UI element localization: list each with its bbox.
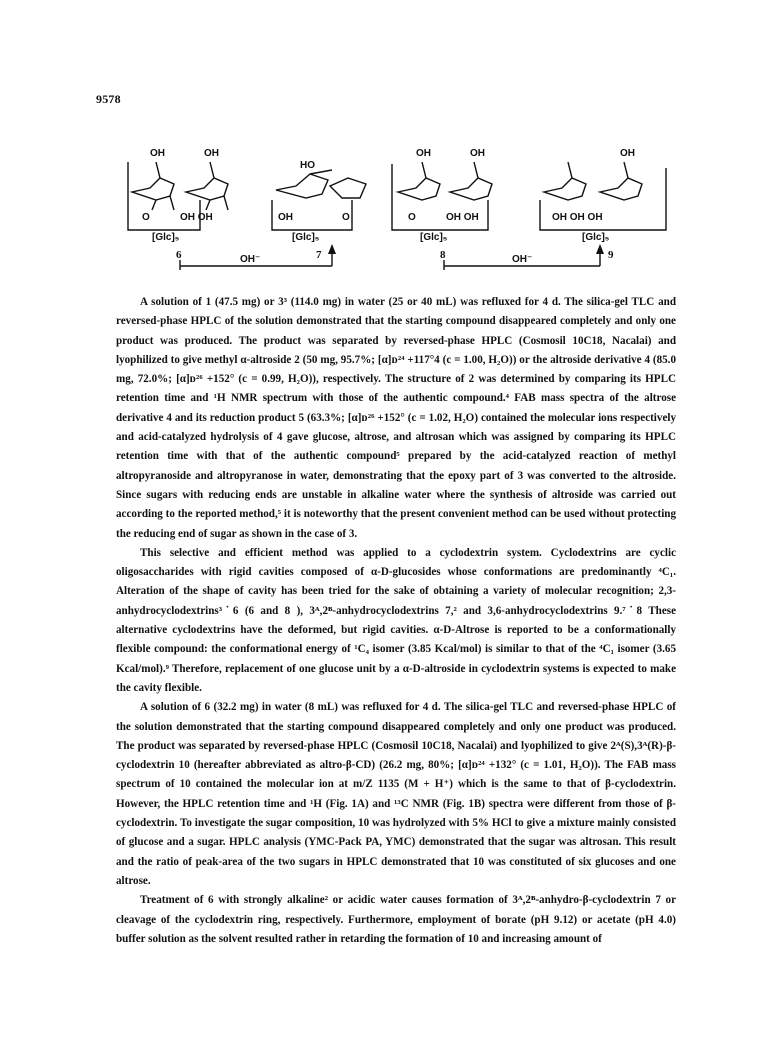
ring-8b xyxy=(450,178,492,200)
ring-9a xyxy=(544,178,586,200)
scheme-glc: [Glc]₅ xyxy=(152,232,180,243)
paragraph: A solution of 1 (47.5 mg) or 3³ (114.0 mg) in water (25 or 40 mL) was refluxed for 4 d. The silica-gel TLC and reversed-phase HPLC of the solution demonstrated that the starting compound disappeared completely and only one product was produced. The product was separated by reversed-phase HPLC (Cosmosil 10C18, Nacalai) and lyophilized to give methyl α-altroside 2 (50 mg, 95.7%; [α]ᴅ²⁴ +117°4 (c = 1.00, H₂O)) or the altroside derivative 4 (85.0 mg, 72.0%; [α]ᴅ²⁶ +152° (c = 0.99, H₂O)), respectively. The structure of 2 was determined by comparing its HPLC retention time and ¹H NMR spectrum with those of the authentic compound.⁴ FAB mass spectra of the altrose derivative 4 and its reduction product 5 (63.3%; [α]ᴅ²⁶ +152° (c = 1.02, H₂O) contained the molecular ions respectively and acid-catalyzed hydrolysis of 4 gave glucose, altrose, and altrosan which was assigned by comparing its HPLC retention time with that of the authentic compound⁵ prepared by the acid-catalyzed reaction of methyl altropyranoside and altropyranose in water, demonstrating that the epoxy part of 3 was converted to the altroside. Since sugars with reducing ends are unstable in alkaline water where the synthesis of altroside was carried out according to the reported method,⁵ it is noteworthy that the present convenient method can be used without protecting the reducing end of sugar as shown in the case of 3. xyxy=(116,296,676,540)
scheme-o: O xyxy=(342,212,350,223)
scheme-oh-oh: OH OH xyxy=(180,212,213,223)
scheme-glc: [Glc]₅ xyxy=(582,232,610,243)
compound-number: 7 xyxy=(316,249,322,261)
scheme-drawing xyxy=(120,140,680,280)
chemical-scheme xyxy=(120,140,680,280)
paragraph: Treatment of 6 with strongly alkaline² or acidic water causes formation of 3ᴬ,2ᴮ-anhydro-β-cyclodextrin 7 or cleavage of the cyclodextrin ring, respectively. Furthermore, employment of borate (pH 9.12) or acetate (pH 4.0) buffer solution as the solvent resulted rather in retarding the formation of 10 and increasing amount of xyxy=(116,894,676,945)
page-number: 9578 xyxy=(96,92,121,106)
scheme-oh-oh: OH OH xyxy=(446,212,479,223)
scheme-oh: OH xyxy=(278,212,293,223)
scheme-oh: OH xyxy=(204,148,219,159)
compound-number: 9 xyxy=(608,249,614,261)
ring-6b xyxy=(186,178,228,200)
scheme-oh: OH xyxy=(150,148,165,159)
ring-7a xyxy=(276,174,328,198)
hydroxide-label: OH⁻ xyxy=(512,254,533,265)
scheme-glc: [Glc]₅ xyxy=(420,232,448,243)
scheme-oh: OH xyxy=(620,148,635,159)
ring-6a xyxy=(132,178,174,200)
compound-number: 6 xyxy=(176,249,182,261)
paragraph: This selective and efficient method was applied to a cyclodextrin system. Cyclodextrins are cyclic oligosaccharides with rigid cavities composed of α-D-glucosides whose conformations are predominantly ⁴C₁. Alteration of the shape of cavity has been tried for the sake of obtaining a variety of molecular recognition; 2,3-anhydrocyclodextrins³˙6 (6 and 8 ), 3ᴬ,2ᴮ-anhydrocyclodextrins 7,² and 3,6-anhydrocyclodextrins 9.⁷˙8 These alternative cyclodextrins have the deformed, but rigid cavities. α-D-Altrose is reported to be a conformationally flexible compound: the conformational energy of ¹C₄ isomer (3.85 Kcal/mol) is similar to that of the ⁴C₁ isomer (3.65 Kcal/mol).⁹ Therefore, replacement of one glucose unit by a α-D-altroside in cyclodextrin systems is expected to make the cavity flexible. xyxy=(116,546,676,694)
ring-7b xyxy=(330,178,366,198)
compound-number: 8 xyxy=(440,249,446,261)
paragraph: A solution of 6 (32.2 mg) in water (8 mL) was refluxed for 4 d. The silica-gel TLC and reversed-phase HPLC of the solution demonstrated that the starting compound disappeared completely and only one product was produced. The product was separated by reversed-phase HPLC (Cosmosil 10C18, Nacalai) and lyophilized to give 2ᴬ(S),3ᴬ(R)-β-cyclodextrin 10 (hereafter abbreviated as altro-β-CD) (26.2 mg, 80%; [α]ᴅ²⁴ +132° (c = 1.01, H₂O)). The FAB mass spectrum of 10 contained the molecular ion at m/Z 1135 (M + H⁺) which is the same to that of β-cyclodextrin. However, the HPLC retention time and ¹H (Fig. 1A) and ¹³C NMR (Fig. 1B) spectra were different from those of β-cyclodextrin. To investigate the sugar composition, 10 was hydrolyzed with 5% HCl to give a mixture mainly consisted of glucose and a sugar. HPLC analysis (YMC-Pack PA, YMC) demonstrated that the sugar was altrosan. This result and the ratio of peak-area of the two sugars in HPLC demonstrated that 10 was constituted of six glucoses and one altrose. xyxy=(116,701,676,887)
article-body xyxy=(116,293,676,949)
scheme-glc: [Glc]₅ xyxy=(292,232,320,243)
scheme-ho: HO xyxy=(300,160,315,171)
scheme-o: O xyxy=(142,212,150,223)
scheme-oh-oh-oh: OH OH OH xyxy=(552,212,603,223)
scheme-oh: OH xyxy=(470,148,485,159)
hydroxide-label: OH⁻ xyxy=(240,254,261,265)
scheme-oh: OH xyxy=(416,148,431,159)
ring-8a xyxy=(398,178,440,200)
scheme-o: O xyxy=(408,212,416,223)
ring-9b xyxy=(600,178,642,200)
